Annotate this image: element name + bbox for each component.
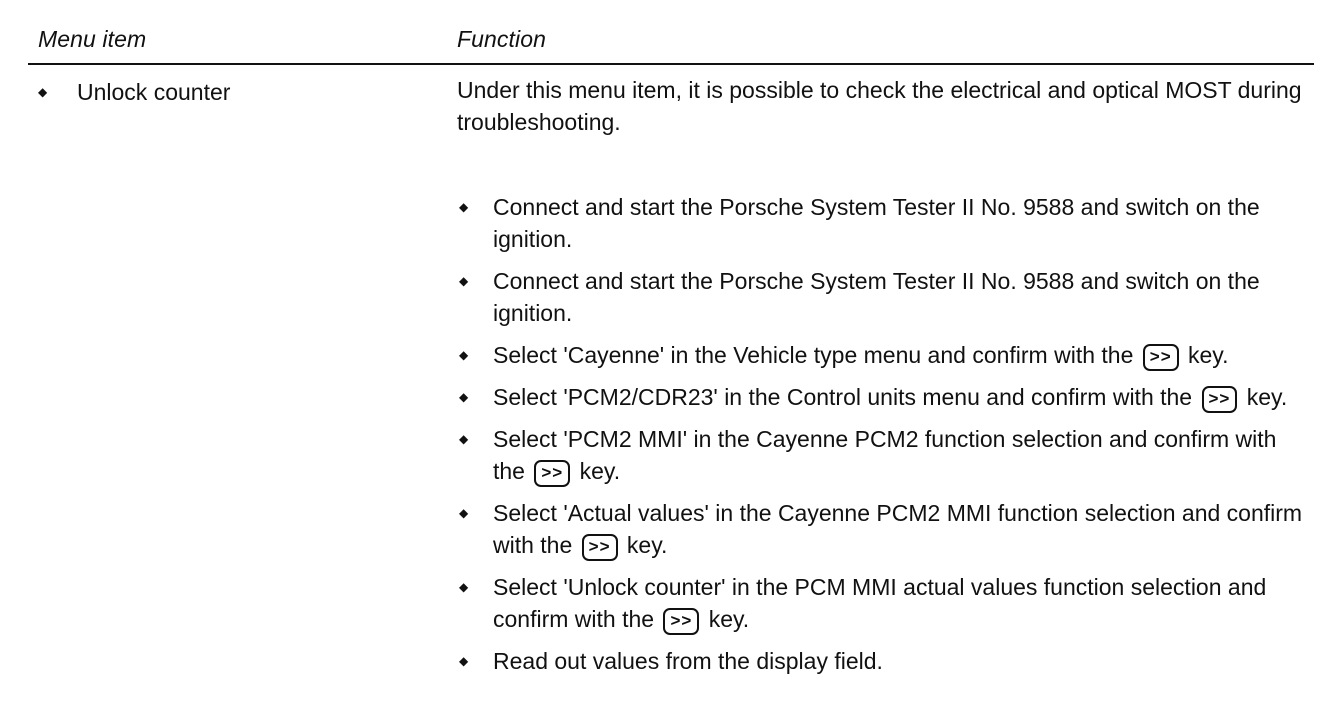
diamond-bullet-icon: ◆ [459,432,469,446]
diamond-bullet-icon: ◆ [459,274,469,288]
step-text-main: Select 'Unlock counter' in the PCM MMI actual values function selection and confirm with the [493,574,1267,632]
step-text-main: Select 'Cayenne' in the Vehicle type menu and confirm with the [493,342,1140,368]
function-intro: Under this menu item, it is possible to check the electrical and optical MOST during troubleshooting. [457,77,1302,135]
step-text-end: key. [1240,384,1288,410]
step-text-main: Connect and start the Porsche System Tester II No. 9588 and switch on the ignition. [493,268,1260,326]
step-text-main: Read out values from the display field. [493,648,883,674]
menu-item-entry [38,76,230,108]
step-text-end: key. [702,606,750,632]
column-header-menu-item: Menu item [38,26,147,52]
step-text [493,497,1307,561]
step-text [493,571,1307,635]
procedure-step [457,339,1307,371]
procedure-steps [457,191,1307,687]
header-divider [28,63,1314,65]
step-text-main: Select 'PCM2 MMI' in the Cayenne PCM2 function selection and confirm with the [493,426,1277,484]
step-text [493,381,1307,413]
step-text-main: Select 'PCM2/CDR23' in the Control units menu and confirm with the [493,384,1199,410]
forward-key-icon: >> [663,608,699,635]
forward-key-icon: >> [1202,386,1238,413]
diamond-bullet-icon: ◆ [459,348,469,362]
diamond-bullet-icon: ◆ [459,390,469,404]
procedure-step [457,645,1307,677]
procedure-step [457,497,1307,561]
step-text-main: Select 'Actual values' in the Cayenne PCM2 MMI function selection and confirm with the [493,500,1303,558]
procedure-step [457,265,1307,329]
menu-item-label: Unlock counter [77,79,231,105]
diamond-bullet-icon: ◆ [459,654,469,668]
procedure-step [457,571,1307,635]
procedure-step [457,191,1307,255]
step-text [493,265,1307,329]
column-header-function: Function [457,26,547,52]
diamond-bullet-icon: ◆ [459,200,469,214]
procedure-step [457,423,1307,487]
step-text-end: key. [573,458,621,484]
diamond-bullet-icon: ◆ [459,506,469,520]
diamond-bullet-icon: ◆ [459,580,469,594]
step-text [493,339,1307,371]
step-text [493,191,1307,255]
step-text-end: key. [1181,342,1229,368]
forward-key-icon: >> [1143,344,1179,371]
forward-key-icon: >> [582,534,618,561]
step-text-main: Connect and start the Porsche System Tester II No. 9588 and switch on the ignition. [493,194,1260,252]
procedure-step [457,381,1307,413]
diamond-bullet-icon: ◆ [38,85,48,99]
step-text-end: key. [620,532,668,558]
forward-key-icon: >> [534,460,570,487]
step-text [493,645,1307,677]
step-text [493,423,1307,487]
